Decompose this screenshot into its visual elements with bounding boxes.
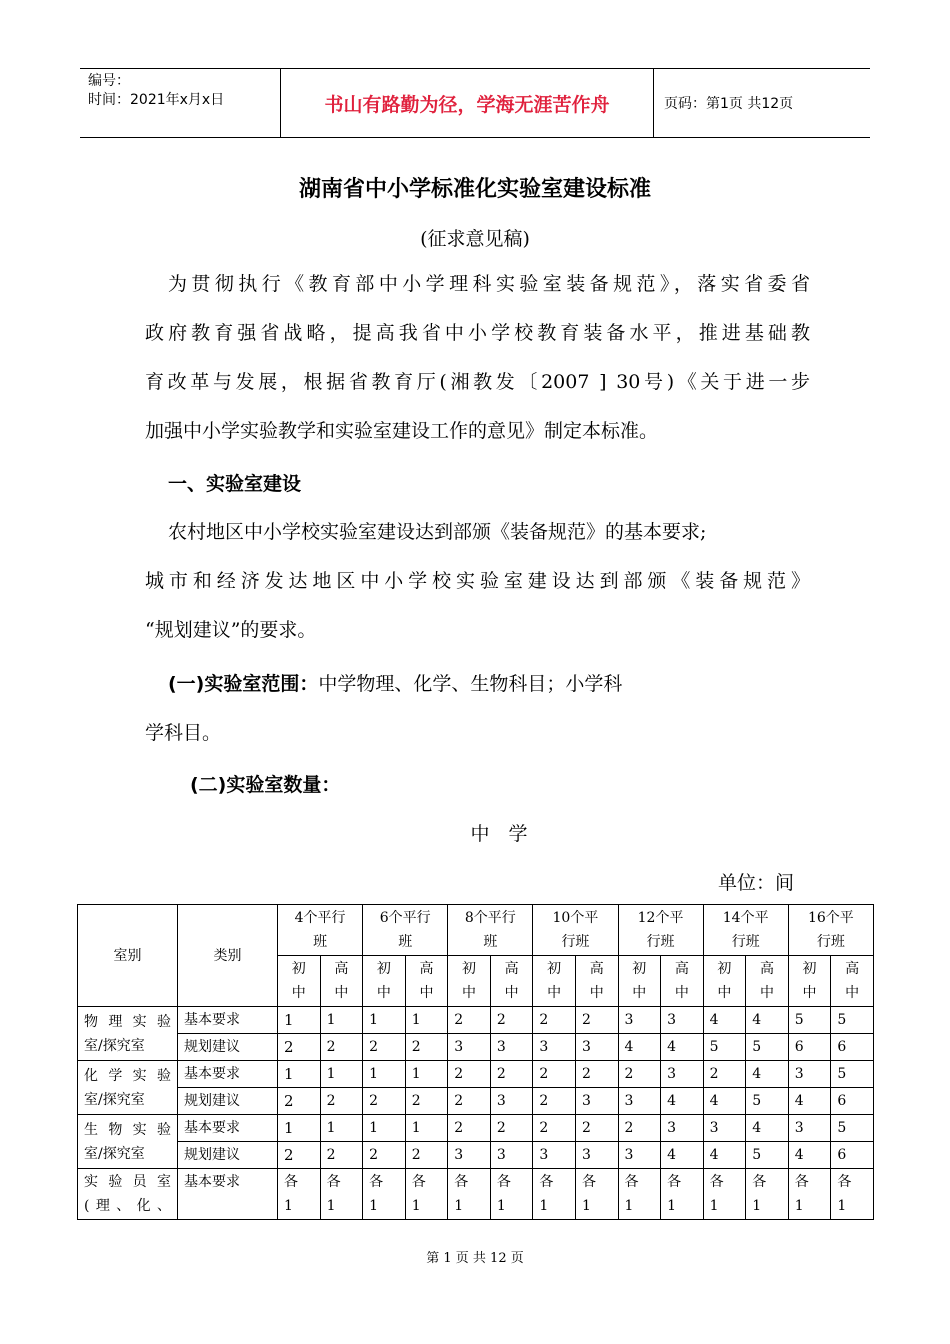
value-cell: 2 [448, 1007, 491, 1034]
header-meta [80, 69, 281, 137]
value-line: 各 [369, 1174, 384, 1190]
room-name-line: 室/探究室 [84, 1091, 145, 1108]
subheader-line: 中 [717, 985, 732, 1001]
value-cell: 1 [278, 1115, 321, 1142]
intro-line: 加强中小学实验教学和实验室建设工作的意见》制定本标准。 [145, 420, 659, 442]
value-cell: 3 [788, 1061, 831, 1088]
value-line: 各 [326, 1174, 341, 1190]
value-cell: 6 [788, 1034, 831, 1061]
lab-count-table [77, 904, 874, 1220]
type-cell: 规划建议 [178, 1034, 278, 1061]
value-line: 各 [411, 1174, 426, 1190]
subheader-line: 初 [547, 961, 562, 977]
subheader-cell [490, 956, 533, 1007]
room-name-line: (理、化、 [84, 1198, 171, 1214]
value-cell: 3 [661, 1007, 704, 1034]
header-group: 10个平 行班 [533, 905, 618, 956]
section-heading: 一、实验室建设 [168, 473, 302, 495]
subheader-line: 高 [845, 961, 860, 977]
table-row [78, 1061, 874, 1088]
value-cell: 3 [618, 1088, 661, 1115]
value-cell: 2 [448, 1088, 491, 1115]
table-row [78, 1007, 874, 1034]
value-cell: 3 [661, 1115, 704, 1142]
value-cell: 3 [490, 1088, 533, 1115]
subheader-cell [788, 956, 831, 1007]
value-cell: 3 [448, 1142, 491, 1169]
value-cell: 3 [703, 1115, 746, 1142]
type-cell: 基本要求 [178, 1115, 278, 1142]
value-line: 各 [581, 1174, 596, 1190]
value-cell: 4 [746, 1061, 789, 1088]
subheader-cell [320, 956, 363, 1007]
scope-text: 中学物理、化学、生物科目；小学科 [318, 673, 623, 695]
value-cell: 2 [490, 1115, 533, 1142]
subheader-line: 中 [376, 985, 391, 1001]
subheader-line: 初 [291, 961, 306, 977]
value-cell: 2 [490, 1061, 533, 1088]
value-cell: 4 [661, 1034, 704, 1061]
subheader-line: 中 [632, 985, 647, 1001]
value-line: 各 [667, 1174, 682, 1190]
subheader-line: 初 [717, 961, 732, 977]
value-cell: 5 [746, 1034, 789, 1061]
value-cell: 3 [575, 1088, 618, 1115]
intro-paragraph [145, 260, 810, 456]
value-cell: 2 [278, 1142, 321, 1169]
subheader-line: 初 [462, 961, 477, 977]
value-cell: 1 [363, 1115, 406, 1142]
room-name-cell [78, 1115, 178, 1169]
value-cell: 2 [363, 1142, 406, 1169]
value-cell: 1 [405, 1007, 448, 1034]
value-cell: 4 [788, 1142, 831, 1169]
value-cell: 5 [831, 1115, 874, 1142]
value-cell: 2 [533, 1007, 576, 1034]
value-cell: 4 [746, 1007, 789, 1034]
room-name-line: 物理实验 [84, 1013, 171, 1030]
table-row [78, 1034, 874, 1061]
room-name-line: 室/探究室 [84, 1145, 145, 1162]
value-cell [405, 1169, 448, 1220]
value-cell [618, 1169, 661, 1220]
subheader-cell [703, 956, 746, 1007]
subheader-line: 中 [802, 985, 817, 1001]
subheader-line: 初 [376, 961, 391, 977]
type-cell: 规划建议 [178, 1088, 278, 1115]
value-cell [320, 1169, 363, 1220]
value-cell [746, 1169, 789, 1220]
scope-label: (一)实验室范围： [168, 673, 319, 695]
value-cell: 2 [278, 1088, 321, 1115]
value-cell: 4 [703, 1142, 746, 1169]
value-cell: 5 [746, 1088, 789, 1115]
value-cell: 3 [448, 1034, 491, 1061]
value-cell: 3 [788, 1115, 831, 1142]
value-cell: 4 [703, 1007, 746, 1034]
header-number: 编号： [88, 73, 130, 89]
value-cell: 2 [448, 1061, 491, 1088]
room-name-cell [78, 1061, 178, 1115]
value-cell [661, 1169, 704, 1220]
header-motto: 书山有路勤为径，学海无涯苦作舟 [281, 69, 654, 137]
subheader-cell [618, 956, 661, 1007]
value-line: 1 [709, 1198, 719, 1214]
value-cell: 1 [320, 1007, 363, 1034]
value-cell [363, 1169, 406, 1220]
value-cell: 2 [320, 1088, 363, 1115]
value-line: 1 [539, 1198, 549, 1214]
type-cell: 规划建议 [178, 1142, 278, 1169]
value-cell: 2 [703, 1061, 746, 1088]
value-line: 1 [837, 1198, 847, 1214]
header-group: 14个平 行班 [703, 905, 788, 956]
subheader-line: 高 [674, 961, 689, 977]
subheader-line: 高 [419, 961, 434, 977]
header-type: 类别 [178, 905, 278, 1007]
subheader-cell [278, 956, 321, 1007]
value-cell: 2 [448, 1115, 491, 1142]
page-footer: 第 1 页 共 12 页 [426, 1251, 524, 1266]
subheader-line: 初 [632, 961, 647, 977]
table-row [78, 1142, 874, 1169]
value-cell: 5 [788, 1007, 831, 1034]
value-cell: 3 [490, 1034, 533, 1061]
value-cell: 4 [746, 1115, 789, 1142]
value-cell [831, 1169, 874, 1220]
value-cell: 2 [575, 1007, 618, 1034]
room-name-line: 室/探究室 [84, 1037, 145, 1054]
value-cell: 2 [575, 1115, 618, 1142]
unit-label: 单位：间 [718, 872, 795, 894]
value-line: 1 [411, 1198, 421, 1214]
table-row [78, 1088, 874, 1115]
subheader-line: 高 [504, 961, 519, 977]
document-header [80, 68, 870, 138]
header-group: 16个平 行班 [788, 905, 873, 956]
table-row [78, 1169, 874, 1220]
subheader-line: 中 [547, 985, 562, 1001]
value-cell: 2 [533, 1088, 576, 1115]
value-cell: 6 [831, 1088, 874, 1115]
value-cell: 2 [405, 1088, 448, 1115]
value-line: 各 [496, 1174, 511, 1190]
value-line: 1 [369, 1198, 379, 1214]
subheader-line: 高 [759, 961, 774, 977]
value-line: 各 [284, 1174, 298, 1190]
value-cell: 6 [831, 1034, 874, 1061]
value-cell: 1 [278, 1061, 321, 1088]
type-cell: 基本要求 [178, 1007, 278, 1034]
value-cell [703, 1169, 746, 1220]
value-cell: 3 [618, 1007, 661, 1034]
subheader-cell [448, 956, 491, 1007]
subheader-line: 中 [589, 985, 604, 1001]
value-cell: 2 [320, 1142, 363, 1169]
value-cell: 1 [278, 1007, 321, 1034]
value-cell: 3 [618, 1142, 661, 1169]
value-cell: 2 [405, 1142, 448, 1169]
value-cell [533, 1169, 576, 1220]
table-caption: 中 学 [470, 823, 528, 845]
type-cell: 基本要求 [178, 1061, 278, 1088]
value-cell: 5 [746, 1142, 789, 1169]
value-cell: 3 [533, 1142, 576, 1169]
subheader-line: 中 [462, 985, 477, 1001]
subheader-line: 中 [759, 985, 774, 1001]
value-cell [788, 1169, 831, 1220]
value-cell: 1 [405, 1115, 448, 1142]
section1-line: “规划建议”的要求。 [145, 619, 317, 641]
subheader-line: 初 [802, 961, 817, 977]
value-line: 1 [794, 1198, 804, 1214]
subheader-line: 高 [589, 961, 604, 977]
value-cell: 3 [575, 1034, 618, 1061]
header-room: 室别 [78, 905, 178, 1007]
value-cell [490, 1169, 533, 1220]
value-line: 各 [794, 1174, 809, 1190]
subheader-line: 中 [334, 985, 349, 1001]
header-group: 8个平行 班 [448, 905, 533, 956]
room-name-line: 化学实验 [84, 1067, 171, 1084]
value-line: 各 [709, 1174, 724, 1190]
value-line: 各 [837, 1174, 852, 1190]
value-cell: 1 [363, 1061, 406, 1088]
subheader-cell [405, 956, 448, 1007]
subheader-line: 中 [504, 985, 519, 1001]
value-cell: 1 [320, 1115, 363, 1142]
subheader-cell [831, 956, 874, 1007]
value-cell: 4 [661, 1088, 704, 1115]
value-cell: 3 [575, 1142, 618, 1169]
header-page: 页码：第1页 共12页 [664, 96, 794, 112]
subheader-line: 中 [845, 985, 860, 1001]
value-line: 各 [624, 1174, 639, 1190]
value-line: 1 [752, 1198, 762, 1214]
room-name-line: 实验员室 [84, 1174, 171, 1190]
value-cell: 3 [533, 1034, 576, 1061]
subheader-cell [746, 956, 789, 1007]
header-group: 6个平行 班 [363, 905, 448, 956]
value-line: 各 [454, 1174, 469, 1190]
subheader-line: 高 [334, 961, 349, 977]
scope-text-cont: 学科目。 [145, 722, 222, 744]
intro-line: 为贯彻执行《教育部中小学理科实验室装备规范》，落实省委省 [168, 273, 810, 295]
subheader-cell [533, 956, 576, 1007]
value-cell: 1 [363, 1007, 406, 1034]
section1-line: 农村地区中小学校实验室建设达到部颁《装备规范》的基本要求; [168, 521, 707, 543]
value-line: 1 [581, 1198, 591, 1214]
value-cell: 4 [788, 1088, 831, 1115]
value-line: 1 [326, 1198, 336, 1214]
section1-paragraph [145, 508, 810, 655]
value-line: 各 [752, 1174, 767, 1190]
value-cell: 2 [363, 1034, 406, 1061]
value-cell: 1 [405, 1061, 448, 1088]
value-line: 1 [496, 1198, 506, 1214]
subheader-line: 中 [674, 985, 689, 1001]
subheader-cell [661, 956, 704, 1007]
value-cell: 5 [703, 1034, 746, 1061]
value-line: 1 [454, 1198, 464, 1214]
document-title: 湖南省中小学标准化实验室建设标准 [298, 177, 651, 202]
room-name-cell [78, 1007, 178, 1061]
value-cell: 2 [490, 1007, 533, 1034]
value-cell: 1 [320, 1061, 363, 1088]
value-cell: 5 [831, 1061, 874, 1088]
table-body [78, 1007, 874, 1220]
value-cell: 2 [575, 1061, 618, 1088]
document-subtitle: (征求意见稿) [420, 228, 530, 250]
intro-line: 育改革与发展，根据省教育厅(湘教发〔2007 ] 30号)《关于进一步 [145, 371, 810, 393]
table-header-row [78, 905, 874, 956]
subheader-cell [363, 956, 406, 1007]
value-cell: 2 [278, 1034, 321, 1061]
subheader-line: 中 [419, 985, 434, 1001]
value-cell: 2 [320, 1034, 363, 1061]
value-cell [278, 1169, 321, 1220]
section1-line: 城市和经济发达地区中小学校实验室建设达到部颁《装备规范》 [145, 570, 810, 592]
value-line: 1 [624, 1198, 634, 1214]
value-cell: 2 [618, 1115, 661, 1142]
value-cell: 4 [703, 1088, 746, 1115]
subheader-cell [575, 956, 618, 1007]
header-group: 4个平行 班 [278, 905, 363, 956]
value-cell [575, 1169, 618, 1220]
room-name-line: 生物实验 [84, 1121, 171, 1138]
type-cell: 基本要求 [178, 1169, 278, 1220]
header-group: 12个平 行班 [618, 905, 703, 956]
value-cell: 2 [533, 1115, 576, 1142]
value-cell: 2 [618, 1061, 661, 1088]
value-cell [448, 1169, 491, 1220]
subheader-line: 中 [291, 985, 306, 1001]
count-heading: (二)实验室数量： [190, 774, 341, 796]
room-name-cell [78, 1169, 178, 1220]
scope-line [168, 669, 622, 696]
value-cell: 3 [661, 1061, 704, 1088]
value-cell: 4 [661, 1142, 704, 1169]
value-cell: 5 [831, 1007, 874, 1034]
value-cell: 2 [405, 1034, 448, 1061]
header-time: 时间：2021年x月x日 [88, 92, 225, 108]
table-row [78, 1115, 874, 1142]
value-cell: 3 [490, 1142, 533, 1169]
value-cell: 2 [363, 1088, 406, 1115]
value-line: 1 [284, 1198, 293, 1214]
value-line: 1 [667, 1198, 676, 1214]
intro-line: 政府教育强省战略，提高我省中小学校教育装备水平，推进基础教 [145, 322, 810, 344]
value-line: 各 [539, 1174, 554, 1190]
value-cell: 4 [618, 1034, 661, 1061]
value-cell: 6 [831, 1142, 874, 1169]
value-cell: 2 [533, 1061, 576, 1088]
